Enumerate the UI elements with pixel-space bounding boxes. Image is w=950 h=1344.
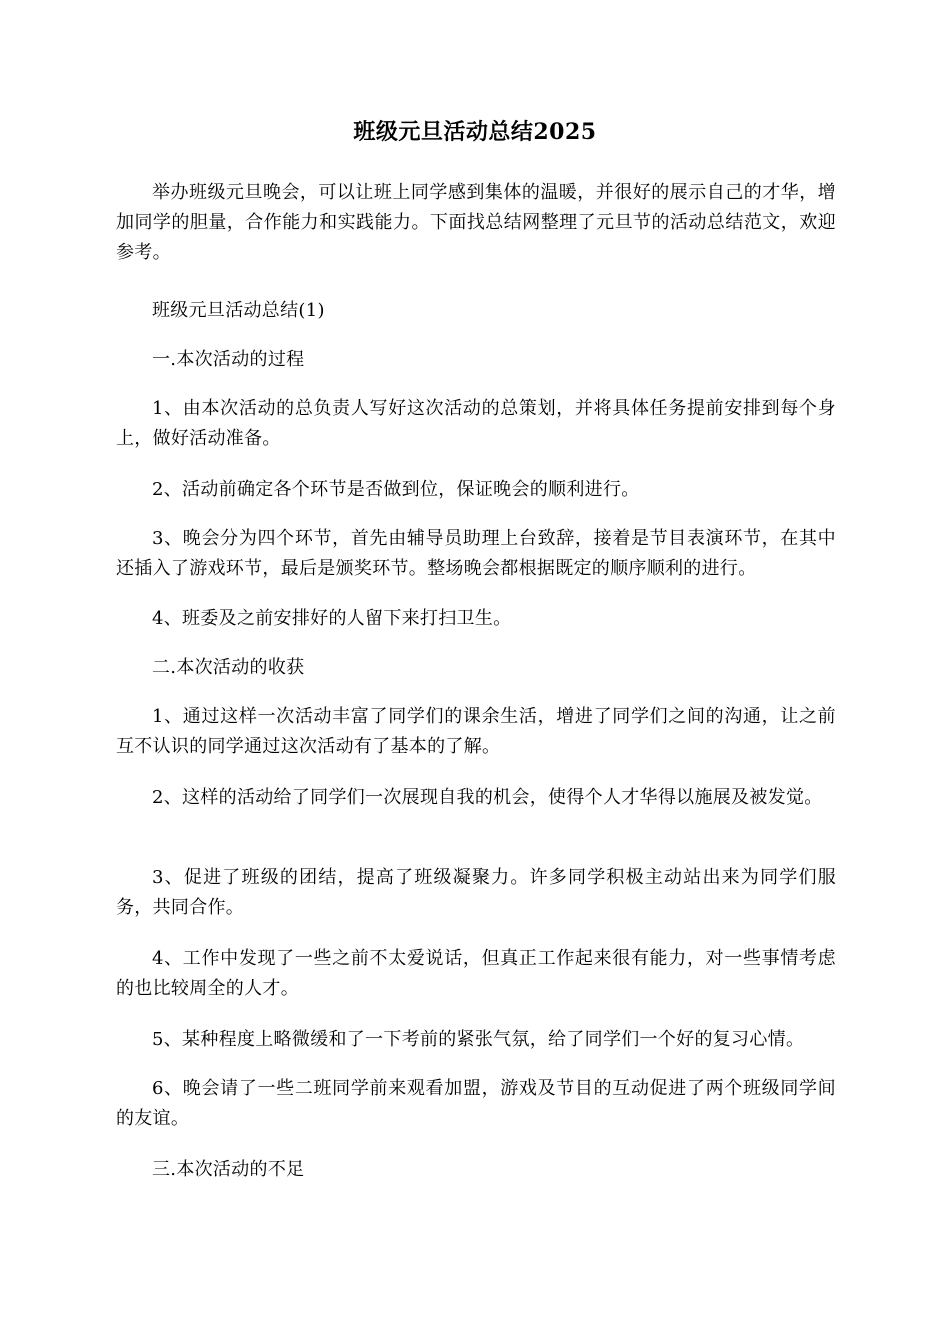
process-item-2: 2、活动前确定各个环节是否做到位，保证晚会的顺利进行。 [152,479,640,500]
process-item-1: 1、由本次活动的总负责人写好这次活动的总策划，并将具体任务提前安排到每个身上，做好活动准备。 [116,398,836,449]
gains-item-1: 1、通过这样一次活动丰富了同学们的课余生活，增进了同学们之间的沟通，让之前互不认识的同学通过这次活动有了基本的了解。 [116,706,836,757]
document-title: 班级元旦活动总结2025 [353,119,597,145]
section-heading-process: 一.本次活动的过程 [152,349,305,370]
intro-paragraph: 举办班级元旦晚会，可以让班上同学感到集体的温暖，并很好的展示自己的才华，增加同学的胆量，合作能力和实践能力。下面找总结网整理了元旦节的活动总结范文，欢迎参考。 [116,182,836,263]
gains-item-2: 2、这样的活动给了同学们一次展现自我的机会，使得个人才华得以施展及被发觉。 [152,787,823,808]
section-heading-shortcomings: 三.本次活动的不足 [152,1159,305,1180]
gains-item-3: 3、促进了班级的团结，提高了班级凝聚力。许多同学积极主动站出来为同学们服务，共同合作。 [116,867,836,918]
section-heading-summary-1: 班级元旦活动总结(1) [152,300,325,321]
process-item-3: 3、晚会分为四个环节，首先由辅导员助理上台致辞，接着是节目表演环节，在其中还插入了游戏环节，最后是颁奖环节。整场晚会都根据既定的顺序顺利的进行。 [116,528,836,579]
section-heading-gains: 二.本次活动的收获 [152,657,305,678]
gains-item-6: 6、晚会请了一些二班同学前来观看加盟，游戏及节目的互动促进了两个班级同学间的友谊。 [116,1078,836,1129]
process-item-4: 4、班委及之前安排好的人留下来打扫卫生。 [152,608,512,629]
gains-item-5: 5、某种程度上略微缓和了一下考前的紧张气氛，给了同学们一个好的复习心情。 [152,1029,805,1050]
gains-item-4: 4、工作中发现了一些之前不太爱说话，但真正工作起来很有能力，对一些事情考虑的也比较周全的人才。 [116,948,836,999]
